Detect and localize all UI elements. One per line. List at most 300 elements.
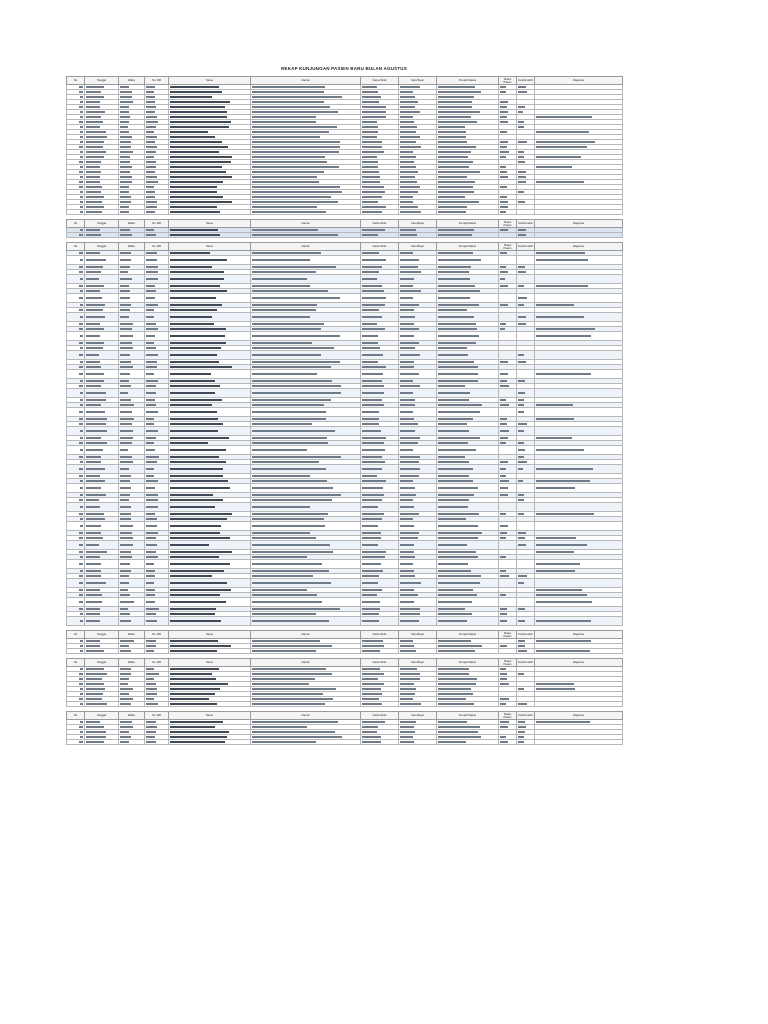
- unreadable-text: [170, 475, 223, 477]
- table-cell: [361, 702, 399, 707]
- unreadable-text: [120, 278, 132, 280]
- table-cell: [517, 210, 535, 215]
- column-header: Diagnosa: [535, 77, 623, 85]
- unreadable-text: [170, 191, 217, 193]
- unreadable-text: [400, 196, 413, 198]
- unreadable-text: [438, 271, 469, 273]
- unreadable-text: [252, 290, 328, 292]
- unreadable-text: [120, 309, 130, 311]
- table-cell: [535, 210, 623, 215]
- table-cell: [437, 408, 499, 417]
- table-cell: [169, 465, 251, 474]
- data-table: [66, 242, 623, 626]
- unreadable-text: [80, 640, 83, 642]
- unreadable-text: [146, 347, 156, 349]
- unreadable-text: [500, 468, 506, 470]
- table-cell: [145, 351, 169, 360]
- table-cell: [361, 541, 399, 550]
- unreadable-text: [170, 206, 217, 208]
- column-header: Nama Klinik: [361, 659, 399, 667]
- unreadable-text: [80, 316, 83, 318]
- unreadable-text: [438, 201, 479, 203]
- table-cell: [145, 389, 169, 398]
- unreadable-text: [438, 645, 482, 647]
- column-header: Nama: [169, 659, 251, 667]
- unreadable-text: [536, 513, 594, 515]
- unreadable-text: [86, 601, 102, 603]
- unreadable-text: [79, 385, 83, 387]
- column-header: Perujuk Masuk: [437, 77, 499, 85]
- unreadable-text: [500, 285, 508, 287]
- unreadable-text: [120, 186, 129, 188]
- table-cell: [85, 275, 119, 284]
- unreadable-text: [170, 131, 208, 133]
- table-cell: [119, 617, 145, 626]
- unreadable-text: [252, 480, 327, 482]
- unreadable-text: [120, 206, 129, 208]
- unreadable-text: [79, 563, 83, 565]
- table-cell: [145, 541, 169, 550]
- unreadable-text: [400, 373, 419, 375]
- unreadable-text: [362, 703, 382, 705]
- unreadable-text: [86, 582, 106, 584]
- column-header: No: [67, 77, 85, 85]
- unreadable-text: [400, 399, 415, 401]
- unreadable-text: [146, 506, 158, 508]
- table-row: [67, 503, 623, 512]
- unreadable-text: [438, 380, 478, 382]
- table-cell: [499, 389, 517, 398]
- table-cell: [145, 740, 169, 745]
- unreadable-text: [79, 601, 83, 603]
- unreadable-text: [400, 191, 418, 193]
- unreadable-text: [86, 698, 102, 700]
- unreadable-text: [252, 726, 307, 728]
- unreadable-text: [86, 673, 107, 675]
- unreadable-text: [170, 449, 226, 451]
- unreadable-text: [362, 106, 386, 108]
- unreadable-text: [86, 487, 101, 489]
- unreadable-text: [400, 518, 413, 520]
- unreadable-text: [362, 563, 381, 565]
- table-cell: [499, 294, 517, 303]
- table-cell: [67, 294, 85, 303]
- unreadable-text: [362, 290, 384, 292]
- column-header: Status Pasien: [499, 631, 517, 639]
- unreadable-text: [536, 146, 587, 148]
- column-header: Waktu: [119, 712, 145, 720]
- unreadable-text: [400, 252, 413, 254]
- unreadable-text: [146, 430, 158, 432]
- column-header: Waktu: [119, 659, 145, 667]
- unreadable-text: [120, 385, 131, 387]
- unreadable-text: [438, 151, 471, 153]
- unreadable-text: [252, 361, 340, 363]
- unreadable-text: [252, 399, 331, 401]
- unreadable-text: [252, 111, 338, 113]
- unreadable-text: [518, 91, 527, 93]
- unreadable-text: [86, 116, 101, 118]
- unreadable-text: [80, 556, 83, 558]
- unreadable-text: [86, 229, 100, 231]
- unreadable-text: [80, 176, 83, 178]
- unreadable-text: [146, 186, 154, 188]
- unreadable-text: [500, 151, 509, 153]
- table-row: [67, 740, 623, 745]
- unreadable-text: [400, 582, 421, 584]
- unreadable-text: [518, 608, 525, 610]
- column-header: No. RM: [145, 631, 169, 639]
- unreadable-text: [79, 589, 83, 591]
- unreadable-text: [362, 698, 379, 700]
- unreadable-text: [170, 608, 216, 610]
- unreadable-text: [146, 608, 159, 610]
- table-cell: [399, 351, 437, 360]
- unreadable-text: [252, 556, 307, 558]
- unreadable-text: [252, 582, 331, 584]
- header-row: [67, 631, 623, 639]
- unreadable-text: [438, 156, 468, 158]
- unreadable-text: [79, 342, 83, 344]
- unreadable-text: [438, 161, 473, 163]
- table-cell: [399, 560, 437, 569]
- unreadable-text: [120, 423, 132, 425]
- unreadable-text: [86, 191, 101, 193]
- unreadable-text: [362, 206, 386, 208]
- unreadable-text: [86, 278, 99, 280]
- unreadable-text: [146, 366, 157, 368]
- unreadable-text: [86, 736, 106, 738]
- table-cell: [517, 560, 535, 569]
- table-cell: [67, 427, 85, 436]
- unreadable-text: [362, 537, 381, 539]
- table-cell: [399, 313, 437, 322]
- table-cell: [67, 275, 85, 284]
- unreadable-text: [518, 411, 524, 413]
- unreadable-text: [438, 171, 480, 173]
- unreadable-text: [170, 335, 225, 337]
- unreadable-text: [170, 106, 225, 108]
- unreadable-text: [146, 354, 158, 356]
- unreadable-text: [252, 285, 310, 287]
- unreadable-text: [170, 544, 209, 546]
- unreadable-text: [170, 96, 212, 98]
- table-cell: [145, 522, 169, 531]
- unreadable-text: [252, 640, 320, 642]
- unreadable-text: [438, 404, 482, 406]
- table-cell: [67, 370, 85, 379]
- unreadable-text: [252, 156, 325, 158]
- unreadable-text: [362, 211, 382, 213]
- table-cell: [119, 294, 145, 303]
- unreadable-text: [146, 437, 156, 439]
- header-row: [67, 243, 623, 251]
- unreadable-text: [438, 506, 468, 508]
- unreadable-text: [500, 703, 506, 705]
- unreadable-text: [86, 380, 104, 382]
- unreadable-text: [400, 731, 415, 733]
- unreadable-text: [120, 121, 129, 123]
- unreadable-text: [86, 499, 99, 501]
- unreadable-text: [86, 513, 104, 515]
- unreadable-text: [438, 278, 470, 280]
- unreadable-text: [120, 461, 133, 463]
- table-cell: [517, 649, 535, 654]
- unreadable-text: [170, 304, 222, 306]
- table-cell: [119, 560, 145, 569]
- table-cell: [67, 541, 85, 550]
- unreadable-text: [438, 176, 467, 178]
- unreadable-text: [252, 151, 339, 153]
- unreadable-text: [252, 418, 326, 420]
- column-header: Nama: [169, 243, 251, 251]
- unreadable-text: [500, 437, 508, 439]
- unreadable-text: [400, 693, 415, 695]
- table-cell: [169, 370, 251, 379]
- unreadable-text: [252, 575, 313, 577]
- unreadable-text: [120, 266, 130, 268]
- unreadable-text: [120, 335, 133, 337]
- column-header: Status Pasien: [499, 220, 517, 228]
- unreadable-text: [252, 650, 316, 652]
- unreadable-text: [86, 181, 100, 183]
- unreadable-text: [400, 141, 416, 143]
- table-cell: [169, 649, 251, 654]
- unreadable-text: [438, 328, 477, 330]
- unreadable-text: [400, 506, 414, 508]
- column-header: Cara Bayar: [399, 77, 437, 85]
- unreadable-text: [170, 703, 217, 705]
- table-cell: [169, 522, 251, 531]
- unreadable-text: [252, 328, 321, 330]
- unreadable-text: [146, 537, 156, 539]
- unreadable-text: [79, 551, 83, 553]
- table-cell: [119, 275, 145, 284]
- unreadable-text: [400, 494, 416, 496]
- unreadable-text: [362, 731, 377, 733]
- unreadable-text: [79, 146, 83, 148]
- unreadable-text: [362, 136, 377, 138]
- unreadable-text: [252, 201, 338, 203]
- unreadable-text: [170, 309, 217, 311]
- table-cell: [145, 210, 169, 215]
- unreadable-text: [80, 525, 83, 527]
- unreadable-text: [79, 726, 83, 728]
- unreadable-text: [170, 290, 227, 292]
- unreadable-text: [80, 449, 83, 451]
- unreadable-text: [438, 487, 478, 489]
- unreadable-text: [536, 601, 592, 603]
- unreadable-text: [86, 252, 100, 254]
- unreadable-text: [86, 475, 100, 477]
- column-header: Alamat: [251, 712, 361, 720]
- unreadable-text: [79, 499, 83, 501]
- unreadable-text: [170, 683, 228, 685]
- table-cell: [361, 598, 399, 607]
- table-cell: [67, 332, 85, 341]
- column-header: Perujuk Masuk: [437, 659, 499, 667]
- unreadable-text: [146, 206, 157, 208]
- unreadable-text: [518, 141, 527, 143]
- column-header: Diagnosa: [535, 659, 623, 667]
- table-cell: [499, 408, 517, 417]
- unreadable-text: [120, 404, 134, 406]
- unreadable-text: [120, 442, 132, 444]
- unreadable-text: [438, 181, 475, 183]
- unreadable-text: [146, 304, 158, 306]
- table-cell: [517, 351, 535, 360]
- unreadable-text: [79, 683, 83, 685]
- unreadable-text: [146, 418, 154, 420]
- unreadable-text: [80, 506, 83, 508]
- unreadable-text: [400, 91, 413, 93]
- unreadable-text: [146, 151, 156, 153]
- unreadable-text: [518, 181, 526, 183]
- table-cell: [251, 522, 361, 531]
- unreadable-text: [170, 480, 228, 482]
- unreadable-text: [500, 361, 508, 363]
- unreadable-text: [146, 736, 155, 738]
- unreadable-text: [170, 411, 217, 413]
- unreadable-text: [170, 278, 224, 280]
- unreadable-text: [146, 487, 155, 489]
- unreadable-text: [362, 309, 379, 311]
- table-cell: [361, 233, 399, 238]
- unreadable-text: [252, 423, 312, 425]
- unreadable-text: [120, 316, 129, 318]
- unreadable-text: [170, 668, 219, 670]
- unreadable-text: [400, 171, 418, 173]
- table-cell: [145, 560, 169, 569]
- table-cell: [169, 294, 251, 303]
- unreadable-text: [86, 354, 99, 356]
- unreadable-text: [146, 721, 156, 723]
- unreadable-text: [80, 399, 83, 401]
- unreadable-text: [252, 366, 331, 368]
- unreadable-text: [120, 354, 130, 356]
- document-title: REKAP KUNJUNGAN PASIEN BARU BULAN AGUSTUS: [281, 66, 407, 71]
- unreadable-text: [518, 582, 524, 584]
- table-cell: [145, 617, 169, 626]
- unreadable-text: [252, 101, 324, 103]
- table-cell: [119, 522, 145, 531]
- unreadable-text: [438, 285, 475, 287]
- unreadable-text: [120, 146, 131, 148]
- unreadable-text: [362, 418, 379, 420]
- spreadsheet: [66, 62, 622, 749]
- unreadable-text: [536, 166, 572, 168]
- unreadable-text: [536, 141, 595, 143]
- unreadable-text: [120, 620, 131, 622]
- table-cell: [399, 617, 437, 626]
- table-cell: [85, 256, 119, 265]
- unreadable-text: [120, 234, 132, 236]
- table-cell: [399, 233, 437, 238]
- table-cell: [85, 427, 119, 436]
- table-cell: [85, 484, 119, 493]
- column-header: Tanggal: [85, 77, 119, 85]
- unreadable-text: [400, 525, 414, 527]
- unreadable-text: [80, 693, 83, 695]
- unreadable-text: [120, 468, 129, 470]
- unreadable-text: [80, 731, 83, 733]
- unreadable-text: [500, 673, 507, 675]
- table-cell: [517, 702, 535, 707]
- table-cell: [119, 256, 145, 265]
- unreadable-text: [79, 171, 83, 173]
- table-cell: [145, 465, 169, 474]
- unreadable-text: [536, 285, 588, 287]
- unreadable-text: [362, 126, 378, 128]
- unreadable-text: [86, 335, 100, 337]
- unreadable-text: [146, 468, 154, 470]
- unreadable-text: [86, 361, 100, 363]
- table-cell: [399, 446, 437, 455]
- table-cell: [399, 579, 437, 588]
- unreadable-text: [146, 285, 155, 287]
- unreadable-text: [518, 392, 525, 394]
- unreadable-text: [400, 161, 414, 163]
- unreadable-text: [252, 323, 324, 325]
- column-header: Alamat: [251, 77, 361, 85]
- unreadable-text: [438, 423, 467, 425]
- unreadable-text: [170, 525, 221, 527]
- table-cell: [535, 522, 623, 531]
- unreadable-text: [400, 176, 415, 178]
- unreadable-text: [146, 731, 156, 733]
- unreadable-text: [80, 620, 83, 622]
- unreadable-text: [86, 151, 106, 153]
- unreadable-text: [170, 86, 219, 88]
- unreadable-text: [536, 640, 591, 642]
- unreadable-text: [86, 741, 104, 743]
- unreadable-text: [146, 673, 159, 675]
- unreadable-text: [120, 556, 132, 558]
- table-cell: [169, 503, 251, 512]
- table-cell: [67, 522, 85, 531]
- unreadable-text: [86, 594, 102, 596]
- table-cell: [499, 275, 517, 284]
- unreadable-text: [120, 201, 131, 203]
- table-cell: [251, 389, 361, 398]
- unreadable-text: [146, 741, 156, 743]
- unreadable-text: [362, 513, 384, 515]
- unreadable-text: [86, 449, 103, 451]
- unreadable-text: [252, 608, 340, 610]
- unreadable-text: [438, 347, 467, 349]
- unreadable-text: [536, 544, 587, 546]
- unreadable-text: [79, 106, 83, 108]
- unreadable-text: [518, 297, 527, 299]
- unreadable-text: [252, 613, 316, 615]
- unreadable-text: [170, 741, 225, 743]
- table-cell: [145, 503, 169, 512]
- column-header: Tanggal: [85, 243, 119, 251]
- table-cell: [145, 332, 169, 341]
- unreadable-text: [518, 703, 527, 705]
- unreadable-text: [252, 176, 317, 178]
- unreadable-text: [438, 191, 474, 193]
- table-cell: [251, 503, 361, 512]
- unreadable-text: [170, 456, 219, 458]
- unreadable-text: [170, 594, 220, 596]
- unreadable-text: [170, 271, 224, 273]
- table-cell: [119, 313, 145, 322]
- unreadable-text: [79, 323, 83, 325]
- unreadable-text: [80, 141, 83, 143]
- unreadable-text: [400, 698, 413, 700]
- unreadable-text: [400, 475, 419, 477]
